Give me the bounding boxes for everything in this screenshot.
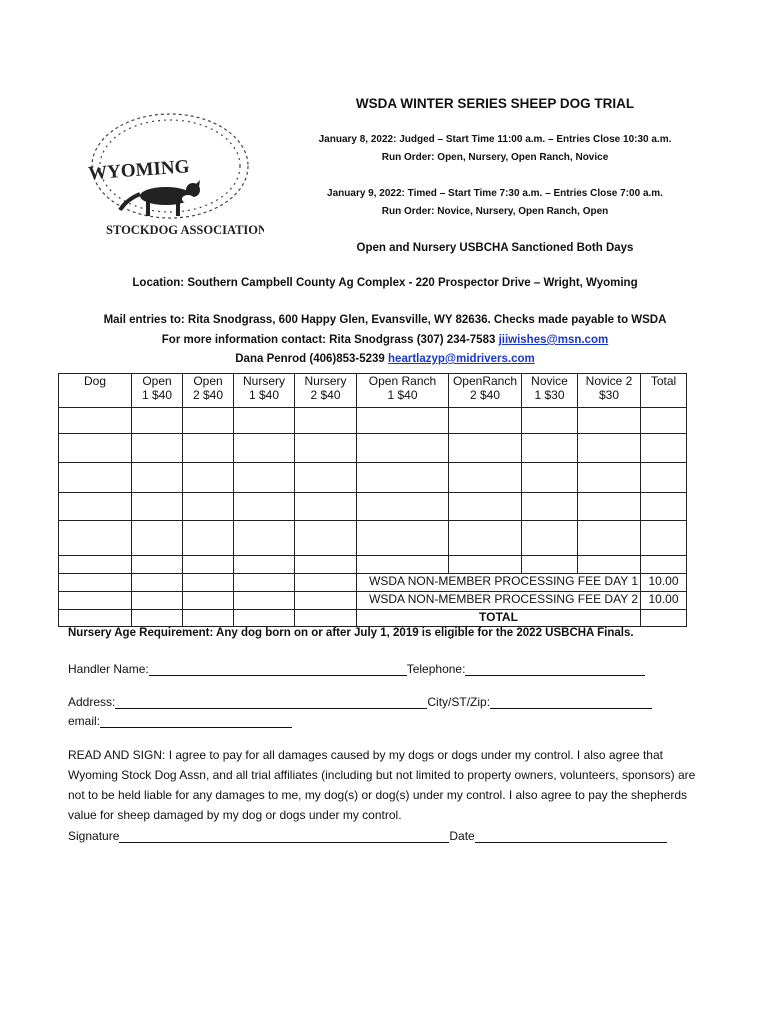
header-novice-1: Novice 1 $30: [522, 374, 578, 408]
header-nursery-2: Nursery 2 $40: [295, 374, 357, 408]
fee-day1-value: 10.00: [641, 574, 687, 592]
date-label: Date: [449, 829, 475, 843]
fee-day1-row: [59, 574, 687, 592]
telephone-label: Telephone:: [406, 662, 466, 676]
day2-run-order: Run Order: Novice, Nursery, Open Ranch, Open: [381, 206, 609, 217]
page-title: WSDA WINTER SERIES SHEEP DOG TRIAL: [355, 96, 635, 111]
wyoming-stockdog-logo: [76, 104, 264, 238]
city-state-zip-field[interactable]: [490, 694, 652, 709]
handler-phone-row: [68, 659, 668, 679]
signature-field[interactable]: [119, 828, 449, 843]
nursery-age-requirement: Nursery Age Requirement: Any dog born on or after July 1, 2019 is eligible for the 2022 USBCHA Finals.: [68, 627, 634, 639]
header-nursery-1: Nursery 1 $40: [234, 374, 295, 408]
email-label: email:: [68, 714, 101, 728]
header-open-2: Open 2 $40: [183, 374, 234, 408]
header-total: Total: [641, 374, 687, 408]
header-open-1: Open 1 $40: [132, 374, 183, 408]
table-row[interactable]: [59, 493, 687, 521]
address-row: [68, 692, 668, 712]
total-label: TOTAL: [357, 610, 641, 627]
table-row[interactable]: [59, 521, 687, 556]
sanctioned-note: Open and Nursery USBCHA Sanctioned Both Days: [356, 242, 634, 254]
contact-line-1: [0, 334, 770, 346]
header-open-ranch-2: OpenRanch 2 $40: [449, 374, 522, 408]
header-open-ranch-1: Open Ranch 1 $40: [357, 374, 449, 408]
handler-name-field[interactable]: [149, 661, 407, 676]
location-line: Location: Southern Campbell County Ag Complex - 220 Prospector Drive – Wright, Wyoming: [132, 277, 638, 289]
table-header-row: [59, 374, 687, 408]
table-row[interactable]: [59, 408, 687, 434]
logo-bottom-text: STOCKDOG ASSOCIATION: [106, 223, 264, 237]
fee-day2-label: WSDA NON-MEMBER PROCESSING FEE DAY 2: [357, 592, 641, 610]
fee-day2-row: [59, 592, 687, 610]
email-row: [68, 711, 292, 731]
table-row[interactable]: [59, 463, 687, 493]
total-row: [59, 610, 687, 627]
day1-run-order: Run Order: Open, Nursery, Open Ranch, Novice: [381, 152, 609, 163]
day1-schedule: January 8, 2022: Judged – Start Time 11:00 a.m. – Entries Close 10:30 a.m.: [318, 134, 672, 145]
handler-name-label: Handler Name:: [68, 662, 149, 676]
contact-line-2: [0, 353, 770, 365]
day2-schedule: January 9, 2022: Timed – Start Time 7:30 a.m. – Entries Close 7:00 a.m.: [327, 188, 663, 199]
logo-top-text: WYOMING: [87, 156, 191, 185]
agreement-text: READ AND SIGN: I agree to pay for all damages caused by my dogs or dogs under my control. I also agree that Wyoming Stock Dog Assn, and all trial affiliates (including but not limited to property owners, volunteers, sponsors) are not to be held liable for any damages to me, my dog(s) or dog(s) under my control. I also agree to pay the shepherds value for sheep damaged by my dog or dogs under my control.: [68, 748, 696, 822]
contact-1-email-link[interactable]: jiiwishes@msn.com: [498, 334, 609, 346]
table-row[interactable]: [59, 556, 687, 574]
email-field[interactable]: [100, 713, 292, 728]
header-dog: Dog: [59, 374, 132, 408]
date-field[interactable]: [475, 828, 667, 843]
contact-2-email-link[interactable]: heartlazyp@midrivers.com: [388, 353, 535, 365]
signature-row: [68, 826, 688, 846]
table-row[interactable]: [59, 434, 687, 463]
contact-1-text: For more information contact: Rita Snodgrass (307) 234-7583: [161, 334, 499, 346]
contact-2-text: Dana Penrod (406)853-5239: [235, 353, 389, 365]
entries-table: [58, 373, 687, 627]
address-label: Address:: [68, 695, 116, 709]
fee-day1-label: WSDA NON-MEMBER PROCESSING FEE DAY 1: [357, 574, 641, 592]
city-state-zip-label: City/ST/Zip:: [427, 695, 491, 709]
total-value[interactable]: [641, 610, 687, 627]
mail-entries-line: Mail entries to: Rita Snodgrass, 600 Happy Glen, Evansville, WY 82636. Checks made payable to WSDA: [103, 314, 667, 326]
fee-day2-value: 10.00: [641, 592, 687, 610]
telephone-field[interactable]: [465, 661, 645, 676]
address-field[interactable]: [115, 694, 427, 709]
signature-label: Signature: [68, 829, 120, 843]
header-novice-2: Novice 2 $30: [578, 374, 641, 408]
